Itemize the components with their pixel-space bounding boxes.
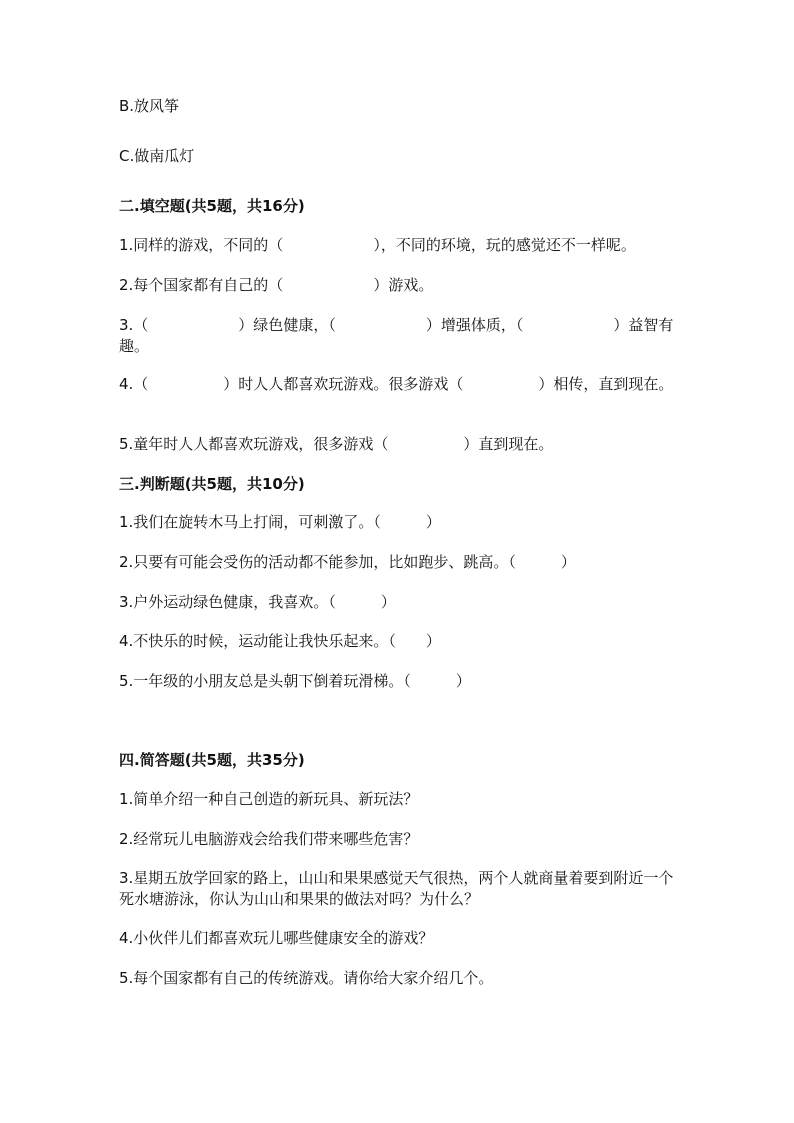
section2-item-3: 3.（ ）绿色健康，（ ）增强体质，（ ）益智有趣。 bbox=[119, 316, 674, 355]
section4-item-1: 1.简单介绍一种自己创造的新玩具、新玩法？ bbox=[119, 790, 419, 808]
section4-item-2: 2.经常玩儿电脑游戏会给我们带来哪些危害？ bbox=[119, 830, 419, 848]
section4-item-5: 5.每个国家都有自己的传统游戏。请你给大家介绍几个。 bbox=[119, 969, 494, 987]
section3-item-3: 3.户外运动绿色健康，我喜欢。（ ） bbox=[119, 593, 396, 611]
section4-item-3: 3.星期五放学回家的路上，山山和果果感觉天气很热，两个人就商量着要到附近一个死水塘游泳，你认为山山和果果的做法对吗？为什么？ bbox=[119, 869, 674, 908]
section4-title: 四.简答题(共5题，共35分) bbox=[119, 751, 305, 769]
section4-item-4: 4.小伙伴儿们都喜欢玩儿哪些健康安全的游戏？ bbox=[119, 929, 434, 947]
section2-title: 二.填空题(共5题，共16分) bbox=[119, 197, 305, 215]
option-c: C.做南瓜灯 bbox=[119, 147, 195, 165]
section2-item-5: 5.童年时人人都喜欢玩游戏，很多游戏（ ）直到现在。 bbox=[119, 435, 554, 453]
option-b: B.放风筝 bbox=[119, 97, 180, 115]
section3-item-4: 4.不快乐的时候，运动能让我快乐起来。（ ） bbox=[119, 632, 441, 650]
section2-item-4: 4.（ ）时人人都喜欢玩游戏。很多游戏（ ）相传，直到现在。 bbox=[119, 375, 674, 393]
section2-item-1: 1.同样的游戏，不同的（ ），不同的环境，玩的感觉还不一样呢。 bbox=[119, 236, 636, 254]
section3-item-2: 2.只要有可能会受伤的活动都不能参加，比如跑步、跳高。（ ） bbox=[119, 553, 576, 571]
section2-item-2: 2.每个国家都有自己的（ ）游戏。 bbox=[119, 276, 434, 294]
section3-item-1: 1.我们在旋转木马上打闹，可刺激了。（ ） bbox=[119, 513, 441, 531]
section3-title: 三.判断题(共5题，共10分) bbox=[119, 475, 305, 493]
section3-item-5: 5.一年级的小朋友总是头朝下倒着玩滑梯。（ ） bbox=[119, 672, 471, 690]
